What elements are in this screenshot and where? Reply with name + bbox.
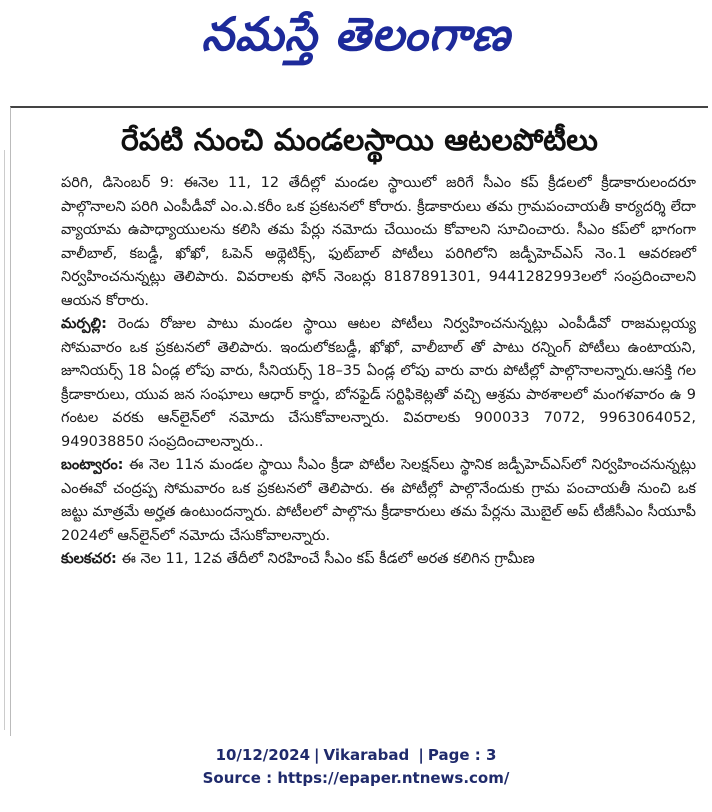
paragraph-dateline: కులకచర: [61,551,117,567]
footer-page: Page : 3 [427,746,497,764]
masthead [0,0,712,80]
paragraph-text: రెండు రోజుల పాటు మండల స్థాయి ఆటల పోటీలు నిర్వహించనున్నట్లు ఎంపీడీవో రాజమల్లయ్య సోమవారం ఒక ప్రకటనలో తెలిపారు. ఇందులోకబడ్డీ, ఖోఖో, వాలీబాల్ తో పాటు రన్నింగ్ పోటీలు ఉంటాయని, జూనియర్స్ 18 ఏండ్ల లోపు వారు, సీనియర్స్ 18–35 ఏండ్ల లోపు వారు వారు పోటీల్లో పాల్గొనాలన్నారు.ఆసక్తి గల క్రీడాకారులు, యువ జన సంఘాలు ఆధార్ కార్డు, బోనఫైడ్ సర్టిఫికెట్లతో వచ్చి ఆశ్రమ పాఠశాలలో మంగళవారం ఉ 9 గంటల వరకు ఆన్‌లైన్‌లో నమోదు చేసుకోవాలన్నారు. వివరాలకు 900033 7072, 9963064052, 949038850 సంప్రదించాలన్నారు.. [61,316,696,450]
paragraph-dateline: మర్పల్లి: [61,316,107,332]
paragraph-text: ఈ నెల 11, 12వ తేదీలో నిరహించే సీఎం కప్ కీడలో అరత కలిగిన గ్రామీణ [116,551,535,567]
footer-separator: | [413,746,424,764]
article-body [61,172,696,572]
newspaper-logo: నమస్తే తెలంగాణ [201,7,511,61]
footer-separator: | [314,746,320,764]
clipping-footer [0,744,712,790]
article-paragraph [61,172,696,313]
column-rule [4,150,5,730]
paragraph-dateline: బంట్వారం: [61,457,124,473]
footer-source: Source : https://epaper.ntnews.com/ [202,769,510,787]
footer-date: 10/12/2024 [215,746,311,764]
article-paragraph [61,313,696,454]
article-paragraph [61,454,696,548]
paragraph-text: పరిగి, డిసెంబర్ 9: ఈనెల 11, 12 తేదీల్లో మండల స్థాయిలో జరిగే సీఎం కప్ క్రీడలలో క్రీడాకారులందరూ పాల్గొనాలని పరిగి ఎంపీడీవో ఎం.ఎ.కరీం ఒక ప్రకటనలో కోరారు. క్రీడాకారులు తమ గ్రామపంచాయతీ కార్యదర్శి లేదా వ్యాయామ ఉపాధ్యాయులను కలిసి తమ పేర్లు నమోదు చేయించు కోవాలని సూచించారు. సీఎం కప్‌లో భాగంగా వాలీబాల్, కబడ్డీ, ఖోఖో, ఓపెన్ అథ్లెటిక్స్, ఫుట్‌బాల్ పోటీలు పరిగిలోని జడ్పీహెచ్ఎస్ నెం.1 ఆవరణలో నిర్వహించనున్నట్లు తెలిపారు. వివరాలకు ఫోన్ నెంబర్లు 8187891301, 9441282993లలో సంప్రదించాలని ఆయన కోరారు. [61,175,696,309]
footer-edition: Vikarabad [323,746,410,764]
article-headline: రేపటి నుంచి మండలస్థాయి ఆటలపోటీలు [121,123,598,158]
article-clipping [10,106,708,736]
footer-meta-line [0,744,712,767]
paragraph-text: ఈ నెల 11న మండల స్థాయి సీఎం క్రీడా పోటీల సెలక్షన్‌లు స్థానిక జడ్పీహెచ్ఎస్‌లో నిర్వహించనున్నట్లు ఎంఈవో చంద్రప్ప సోమవారం ఒక ప్రకటనలో తెలిపారు. ఈ పోటీల్లో పాల్గొనేందుకు గ్రామ పంచాయతీ నుంచి ఒక జట్టు మాత్రమే అర్హత ఉంటుందన్నారు. పోటీలలో పాల్గొను క్రీడాకారులు తమ పేర్లను మొబైల్ అప్ టీజీసీఎం సీయూపీ 2024లో ఆన్‌లైన్‌లో నమోదు చేసుకోవాలన్నారు. [61,457,696,544]
article-paragraph [61,548,696,572]
